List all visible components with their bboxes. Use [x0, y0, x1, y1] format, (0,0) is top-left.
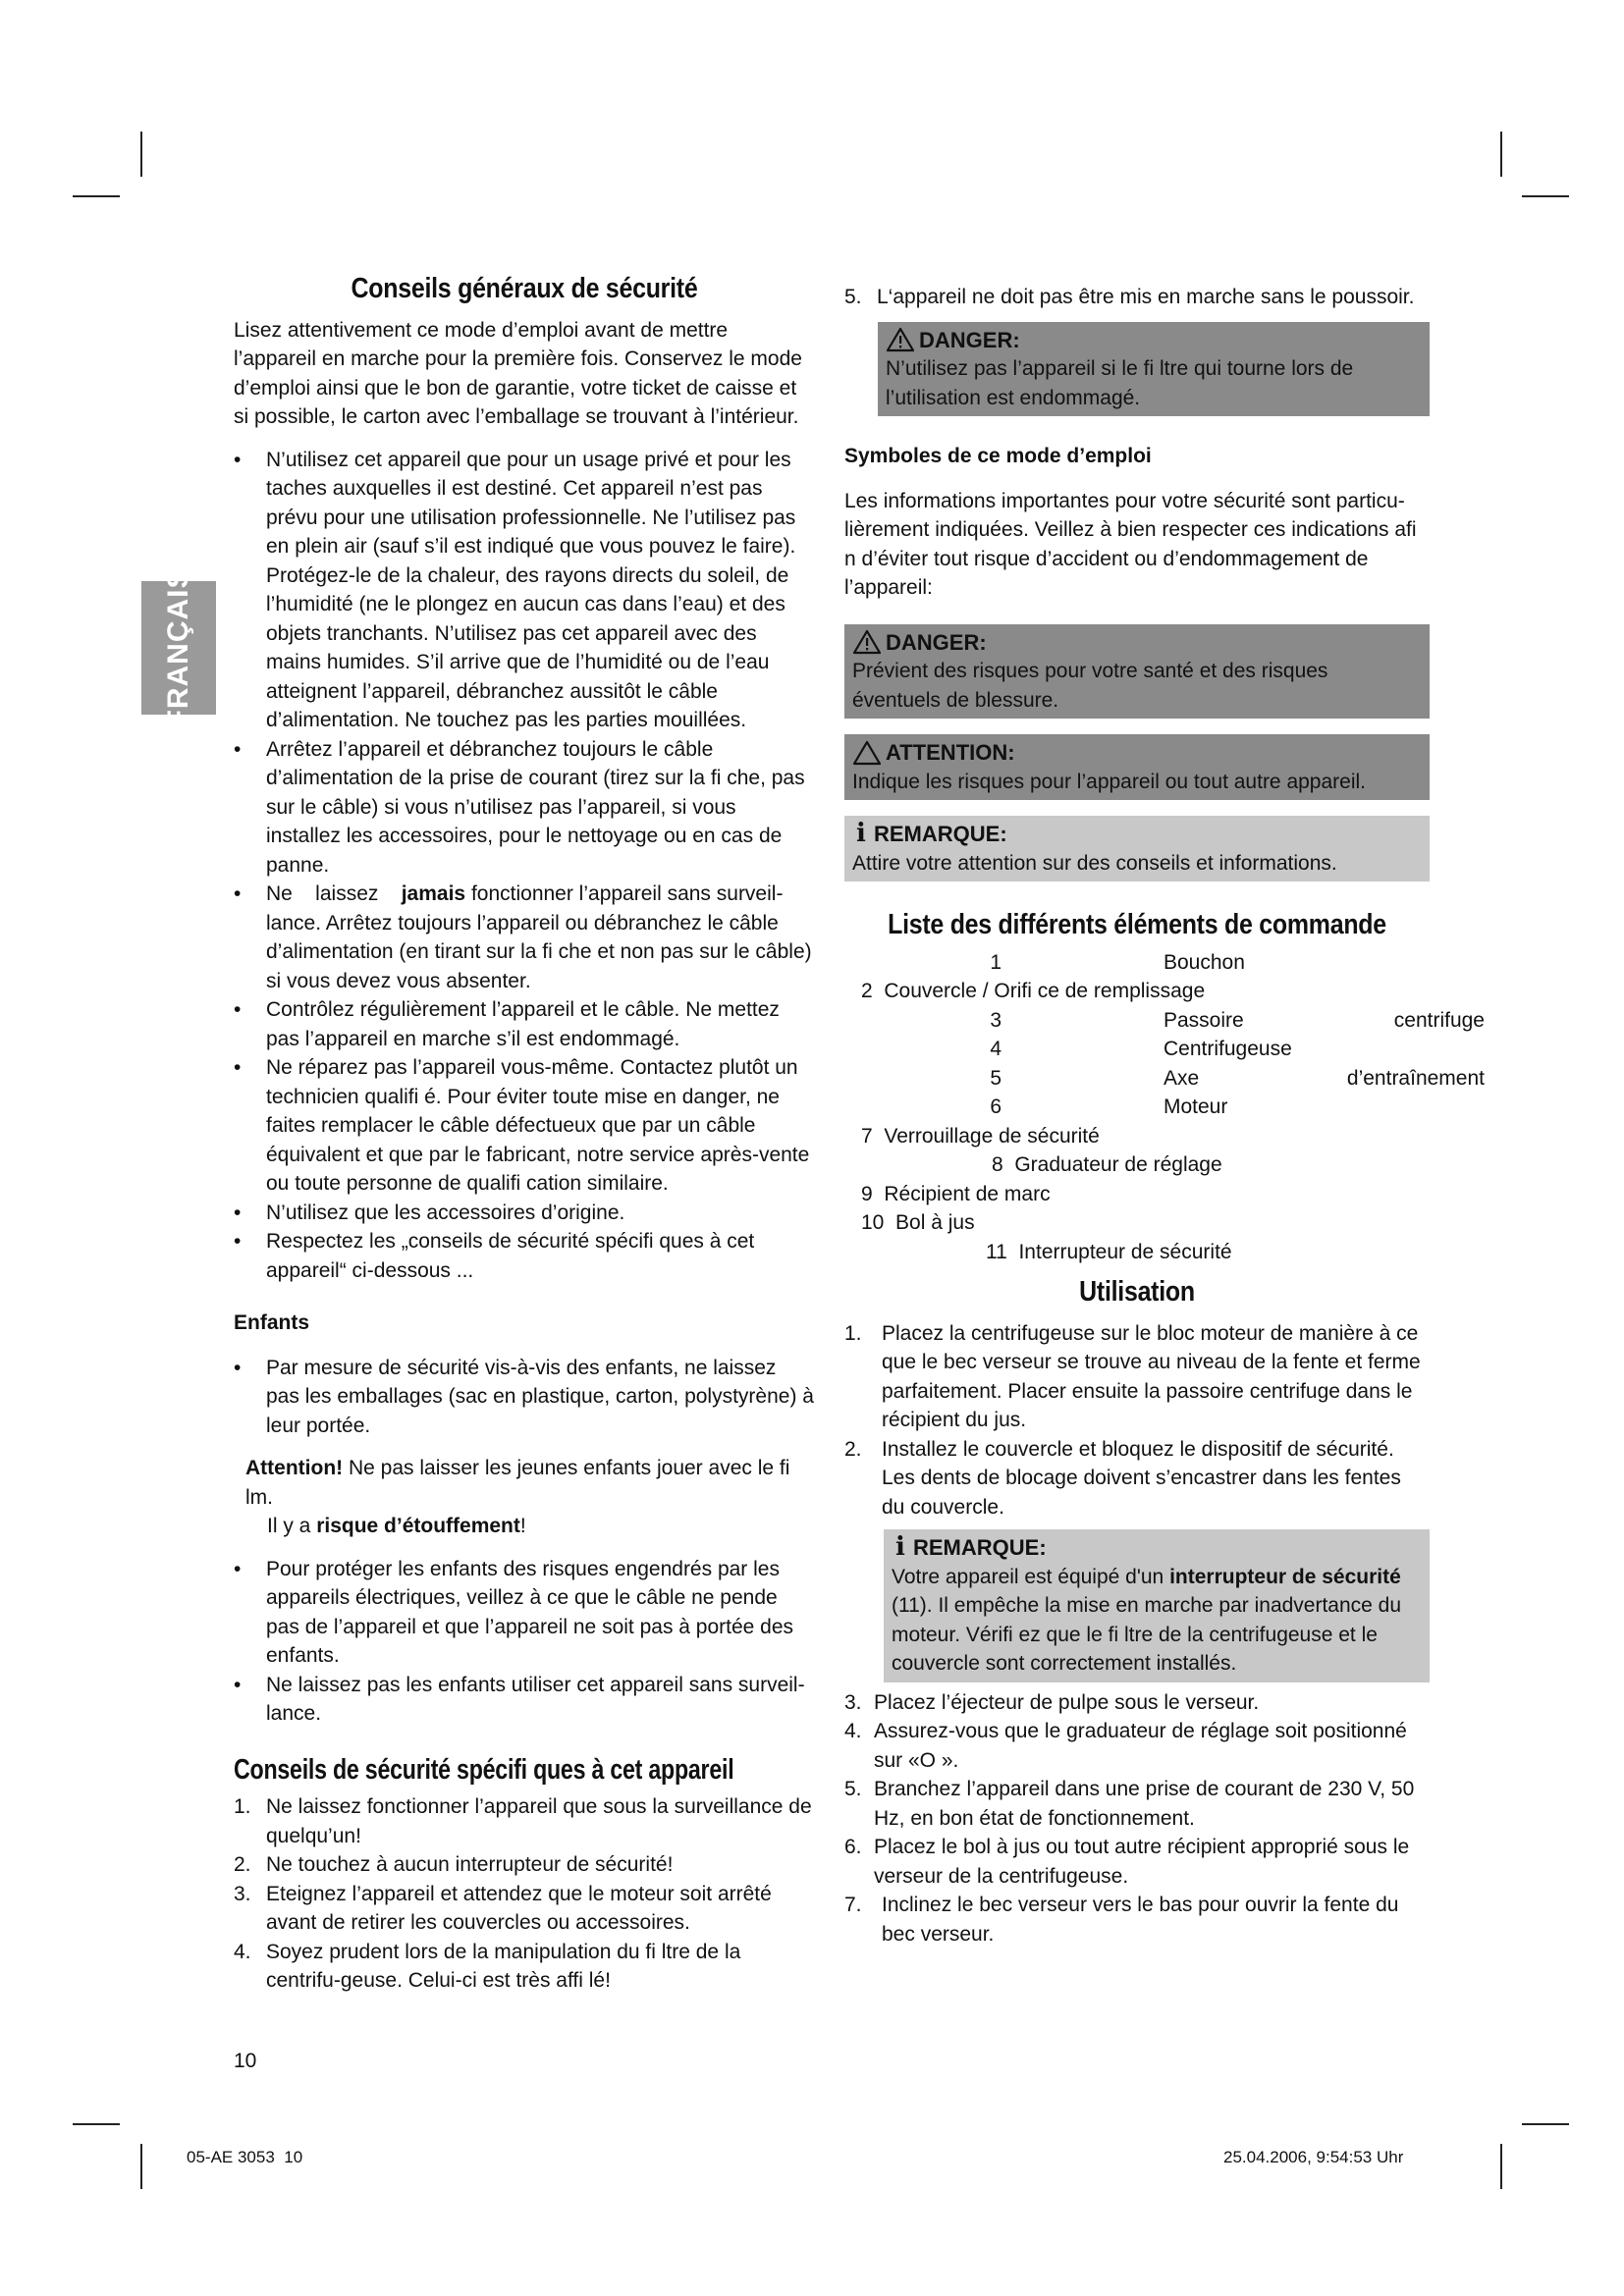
- right-column: [844, 283, 1485, 1949]
- section-title: Conseils de sécurité spécifi ques à cet appareil: [234, 1753, 734, 1786]
- part-row: [844, 1238, 1492, 1267]
- item-text: Soyez prudent lors de la manipulation du fi ltre de la centrifu-geuse. Celui-ci est très affi lé!: [266, 1940, 741, 1992]
- item-number: 7.: [844, 1894, 862, 1916]
- part-row: [844, 1064, 1492, 1094]
- attention-line: [245, 1454, 815, 1512]
- risk-line: [245, 1512, 815, 1541]
- notice-header: [852, 820, 1420, 849]
- item-text: Installez le couvercle et bloquez le dispositif de sécurité. Les dents de blocage doivent s’encastrer dans les fentes du couvercle.: [882, 1437, 1401, 1519]
- list-item: • Contrôlez régulièrement l’appareil et le câble. Ne mettez pas l’appareil en marche s’il est endommagé.: [234, 995, 815, 1053]
- info-icon: i: [895, 1532, 905, 1562]
- list-item: [234, 880, 815, 995]
- part-row: [844, 1006, 1492, 1036]
- item-number: 1.: [234, 1795, 251, 1818]
- crop-mark: [1522, 2123, 1569, 2125]
- section-title: Utilisation: [1079, 1276, 1195, 1308]
- notice-header: [886, 326, 1420, 355]
- list-item: [844, 283, 1430, 312]
- list-item: [844, 1833, 1430, 1891]
- notice-header: [852, 628, 1420, 658]
- notice-text: [892, 1563, 1420, 1679]
- item-text: Eteignez l’appareil et attendez que le moteur soit arrêté avant de retirer les couvercles ou accessoires.: [266, 1882, 772, 1934]
- notice-text: Indique les risques pour l’appareil ou tout autre appareil.: [852, 770, 1367, 793]
- part-name: centrifuge: [1393, 1008, 1485, 1032]
- list-item: • N’utilisez cet appareil que pour un usage privé et pour les taches auxquelles il est destiné. Cet appareil n’est pas prévu pour une utilisation professionnelle. Ne l’utilisez pas en plein air (sauf s’il est indiqué que vous pouvez le faire). Protégez-le de la chaleur, des rayons directs du soleil, de l’humidité (ne le plongez en aucun cas dans l’eau) et des objets tranchants. N’utilisez pas cet appareil avec des mains humides. S’il arrive que de l’humidité ou de l’eau atteignent l’appareil, débranchez aussitôt le câble d’alimentation. Ne touchez pas les parties mouillées.: [234, 446, 815, 735]
- part-name: 11 Interrupteur de sécurité: [986, 1240, 1232, 1263]
- notice-title: ATTENTION:: [886, 740, 1015, 765]
- part-row: [844, 1150, 1492, 1180]
- language-tab-label: FRANÇAIS: [162, 567, 194, 728]
- list-item: [844, 1775, 1430, 1833]
- caution-triangle-icon: [852, 740, 882, 766]
- left-column: [234, 275, 815, 1996]
- risk-text: Il y a: [267, 1515, 317, 1537]
- item-text: Placez le bol à jus ou tout autre récipient approprié sous le verseur de la centrifugeuse.: [874, 1836, 1410, 1888]
- usage-steps: [844, 1688, 1430, 1949]
- part-name: Centrifugeuse: [1164, 1038, 1292, 1060]
- list-item: • Ne réparez pas l’appareil vous-même. Contactez plutôt un technicien qualifi é. Pour éviter toute mise en danger, ne faites remplacer le câble défectueux que par un câble équivalent et que par le fabricant, notre service après-vente ou toute personne de qualifi cation similaire.: [234, 1053, 815, 1199]
- part-number: 3: [990, 1008, 1001, 1032]
- item-number: 3.: [234, 1882, 251, 1905]
- danger-notice: [844, 624, 1430, 720]
- list-item: • N’utilisez que les accessoires d’origine.: [234, 1199, 815, 1228]
- attention-notice: [844, 734, 1430, 800]
- notice-text: N’utilisez pas l’appareil si le fi ltre qui tourne lors de l’utilisation est endommagé.: [886, 357, 1354, 409]
- list-item: • Pour protéger les enfants des risques engendrés par les appareils électriques, veillez à ce que le câble ne pende pas de l’appareil et que l’appareil ne soit pas à portée des enfants.: [234, 1555, 815, 1671]
- item-number: 2.: [844, 1437, 862, 1461]
- list-item: [234, 1850, 815, 1880]
- notice-title: REMARQUE:: [913, 1535, 1047, 1560]
- part-number: 6: [990, 1095, 1001, 1118]
- warning-triangle-icon: [886, 327, 915, 352]
- children-bullet-list: [234, 1555, 815, 1729]
- item-number: 4.: [844, 1720, 862, 1742]
- language-tab: [141, 567, 216, 728]
- crop-mark: [140, 132, 142, 177]
- item-text: L‘appareil ne doit pas être mis en marche sans le poussoir.: [877, 286, 1415, 308]
- notice-title: REMARQUE:: [874, 822, 1007, 846]
- part-name: 10 Bol à jus: [861, 1211, 975, 1234]
- part-name: Passoire: [1164, 1008, 1244, 1032]
- notice-emphasis: interrupteur de sécurité: [1169, 1565, 1401, 1588]
- item-number: 4.: [234, 1940, 251, 1963]
- page-number: 10: [234, 2050, 257, 2072]
- part-name: Moteur: [1164, 1095, 1228, 1118]
- footer-right-text: 25.04.2006, 9:54:53 Uhr: [1223, 2148, 1404, 2166]
- part-name: 9 Récipient de marc: [861, 1182, 1051, 1205]
- part-name: 7 Verrouillage de sécurité: [861, 1124, 1100, 1148]
- notice-title: DANGER:: [886, 629, 987, 655]
- crop-mark: [1500, 132, 1502, 177]
- list-item: [234, 1880, 815, 1938]
- list-item: [844, 1319, 1430, 1435]
- part-name: Bouchon: [1164, 950, 1245, 974]
- usage-steps: [844, 1319, 1430, 1522]
- part-name: d’entraînement: [1346, 1066, 1485, 1090]
- intro-paragraph: Lisez attentivement ce mode d’emploi avant de mettre l’appareil en marche pour la première fois. Conservez le mode d’emploi ainsi que le bon de garantie, votre ticket de caisse et si possible, le carton avec l’emballage se trouvant à l’intérieur.: [234, 318, 802, 428]
- part-number: 1: [990, 950, 1001, 974]
- part-name: Axe: [1164, 1066, 1200, 1090]
- item-text: Placez la centrifugeuse sur le bloc moteur de manière à ce que le bec verseur se trouve au niveau de la fente et ferme parfaitement. Placer ensuite la passoire centrifuge dans le récipient du jus.: [882, 1321, 1421, 1431]
- list-item: • Ne laissez pas les enfants utiliser cet appareil sans surveil-lance.: [234, 1671, 815, 1729]
- attention-note: [234, 1454, 815, 1541]
- item-number: 5.: [844, 286, 862, 308]
- subsection-title: Symboles de ce mode d’emploi: [844, 445, 1152, 467]
- crop-mark: [140, 2144, 142, 2189]
- attention-text: Ne pas laisser les jeunes enfants jouer avec le fi lm.: [245, 1457, 790, 1509]
- info-icon: i: [856, 819, 866, 848]
- list-item: [234, 1938, 815, 1996]
- item-number: 3.: [844, 1690, 862, 1714]
- item-number: 6.: [844, 1836, 862, 1858]
- remark-notice: [884, 1529, 1430, 1682]
- list-item: • Arrêtez l’appareil et débranchez toujours le câble d’alimentation de la prise de courant (tirez sur la fi che, pas sur le câble) si vous n’utilisez pas l’appareil, si vous installez les accessoires, pour le nettoyage ou en cas de panne.: [234, 735, 815, 881]
- list-item-emphasis: jamais: [401, 882, 466, 905]
- footer-left: [187, 2148, 302, 2167]
- part-row: [844, 1122, 1492, 1151]
- list-item-text: Ne laissez: [266, 882, 402, 905]
- section-title: Conseils généraux de sécurité: [351, 273, 698, 304]
- part-number: 4: [990, 1038, 1001, 1060]
- crop-mark: [73, 2123, 120, 2125]
- symbols-paragraph: Les informations importantes pour votre sécurité sont particu-lièrement indiquées. Veillez à bien respecter ces indications afi n d’éviter tout risque d’accident ou d’endommagement de l’appareil:: [844, 489, 1417, 599]
- part-number: 5: [990, 1066, 1001, 1090]
- list-item: [844, 1688, 1430, 1718]
- remark-notice: [844, 816, 1430, 881]
- item-text: Placez l’éjecteur de pulpe sous le verseur.: [874, 1690, 1260, 1714]
- list-item: [844, 1435, 1430, 1522]
- item-number: 1.: [844, 1321, 862, 1345]
- item-text: Branchez l’appareil dans une prise de courant de 230 V, 50 Hz, en bon état de fonctionnement.: [874, 1778, 1415, 1830]
- part-row: [844, 1093, 1492, 1122]
- part-name: 8 Graduateur de réglage: [992, 1153, 1222, 1176]
- notice-title: DANGER:: [919, 327, 1020, 352]
- parts-list: [844, 948, 1492, 1267]
- part-name: 2 Couvercle / Orifi ce de remplissage: [861, 980, 1206, 1002]
- danger-notice: [878, 322, 1430, 417]
- item-text: Ne laissez fonctionner l’appareil que sous la surveillance de quelqu’un!: [266, 1795, 812, 1847]
- part-row: [844, 977, 1492, 1006]
- item-text: Inclinez le bec verseur vers le bas pour ouvrir la fente du bec verseur.: [882, 1894, 1399, 1946]
- footer-left-text: 05-AE 3053 10: [187, 2148, 303, 2166]
- list-item: • Par mesure de sécurité vis-à-vis des enfants, ne laissez pas les emballages (sac en plastique, carton, polystyrène) à leur portée.: [234, 1354, 815, 1441]
- crop-mark: [1522, 195, 1569, 197]
- list-item: [844, 1891, 1430, 1949]
- list-item-text: fonctionner l’appareil sans surveil-lance. Arrêtez toujours l’appareil ou débranchez le câble d’alimentation (en tirant sur la fi che et non pas sur le câble) si vous devez vous absenter.: [266, 882, 812, 992]
- section-title: Liste des différents éléments de commande: [888, 909, 1386, 940]
- list-item: • Respectez les „conseils de sécurité spécifi ques à cet appareil“ ci-dessous ...: [234, 1227, 815, 1285]
- notice-header: [892, 1533, 1420, 1563]
- list-item: [844, 1717, 1430, 1775]
- footer-right: [1223, 2148, 1403, 2167]
- item-text: Assurez-vous que le graduateur de réglage soit positionné sur «O ».: [874, 1720, 1407, 1772]
- attention-label: Attention!: [245, 1457, 344, 1479]
- crop-mark: [73, 195, 120, 197]
- notice-header: [852, 738, 1420, 768]
- part-row: [844, 1180, 1492, 1209]
- part-row: [844, 948, 1492, 978]
- notice-text-part: Votre appareil est équipé d'un: [892, 1565, 1170, 1588]
- part-row: [844, 1035, 1492, 1064]
- subsection-title: Enfants: [234, 1311, 310, 1334]
- notice-text: Prévient des risques pour votre santé et des risques éventuels de blessure.: [852, 660, 1328, 712]
- warning-triangle-icon: [852, 629, 882, 655]
- safety-bullet-list: [234, 446, 815, 1286]
- item-number: 2.: [234, 1853, 251, 1876]
- notice-text: Attire votre attention sur des conseils et informations.: [852, 851, 1337, 875]
- item-number: 5.: [844, 1778, 862, 1800]
- crop-mark: [1500, 2144, 1502, 2189]
- specific-safety-list: [234, 1792, 815, 1996]
- notice-text-part: (11). Il empêche la mise en marche par inadvertance du moteur. Vérifi ez que le fi ltre de la centrifugeuse et le couvercle sont correctement installés.: [892, 1594, 1402, 1675]
- part-row: [844, 1208, 1492, 1238]
- risk-emphasis: risque d’étouffement: [316, 1515, 520, 1537]
- list-item: [234, 1792, 815, 1850]
- item-text: Ne touchez à aucun interrupteur de sécurité!: [266, 1853, 674, 1876]
- risk-text: !: [519, 1515, 526, 1537]
